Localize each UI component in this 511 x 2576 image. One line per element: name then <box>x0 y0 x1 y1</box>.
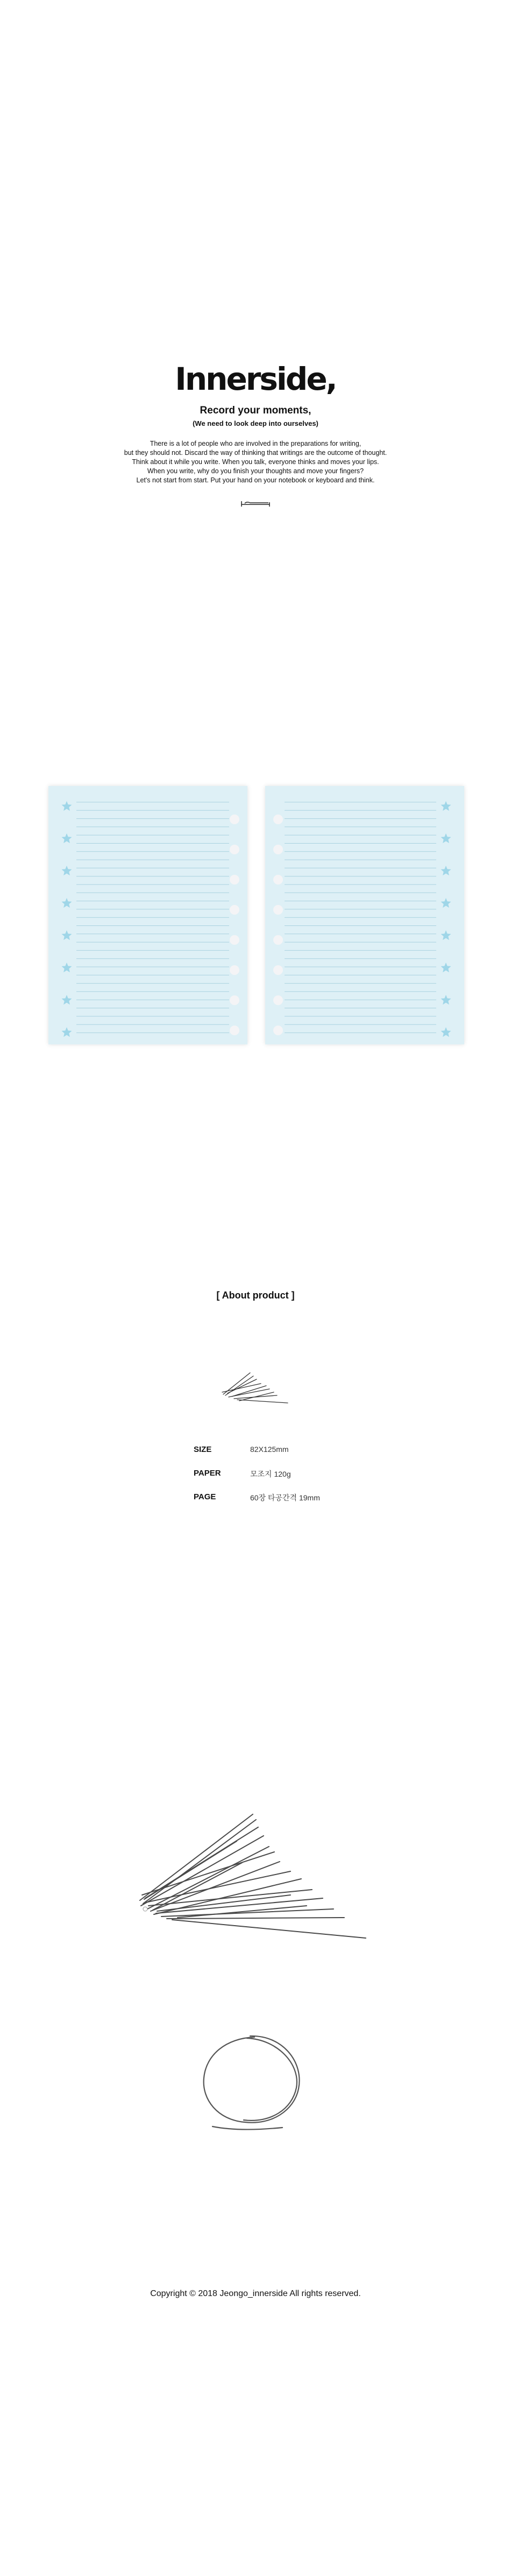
notepad-lines <box>265 786 464 1044</box>
intro-line: Think about it while you write. When you talk, everyone thinks and moves your lips. <box>132 458 379 466</box>
binder-hole-icon <box>230 935 239 945</box>
star-icon <box>441 833 451 843</box>
star-icon <box>441 930 451 940</box>
tagline: Record your moments, <box>200 405 311 416</box>
spec-value: 60장 타공간격 19mm <box>250 1493 320 1502</box>
star-icon <box>62 801 72 811</box>
star-icon <box>62 866 72 875</box>
star-icon <box>62 930 72 940</box>
binder-hole-icon <box>230 815 239 824</box>
sub-tagline: (We need to look deep into ourselves) <box>193 419 318 427</box>
intro-line: Let's not start from start. Put your hand on your notebook or keyboard and think. <box>136 476 375 484</box>
star-icon <box>441 898 451 908</box>
intro-text <box>0 439 511 485</box>
star-icon <box>62 1027 72 1037</box>
notepad-lines <box>48 786 247 1044</box>
star-icon <box>62 833 72 843</box>
spec-key: SIZE <box>194 1445 212 1454</box>
binder-hole-icon <box>273 995 283 1005</box>
binder-hole-icon <box>230 905 239 915</box>
spec-value: 82X125mm <box>250 1445 289 1454</box>
bed-sketch-icon <box>239 498 272 509</box>
intro-line: There is a lot of people who are involved in the preparations for writing, <box>150 440 361 447</box>
pencil-circle-icon <box>191 2030 315 2143</box>
about-product-title: [ About product ] <box>216 1290 295 1301</box>
binder-hole-icon <box>273 815 283 824</box>
notepad-page-right <box>265 786 464 1044</box>
star-icon <box>441 801 451 811</box>
binder-hole-icon <box>273 875 283 885</box>
pencil-scribble-icon <box>218 1367 293 1410</box>
notepad-page-left <box>48 786 247 1044</box>
star-icon <box>62 898 72 908</box>
star-icon <box>441 963 451 972</box>
binder-hole-icon <box>273 965 283 975</box>
spec-value: 모조지 120g <box>250 1470 291 1478</box>
copyright-text: Copyright © 2018 Jeongo_innerside All rights reserved. <box>150 2289 361 2298</box>
spec-key: PAPER <box>194 1469 221 1478</box>
binder-hole-icon <box>230 965 239 975</box>
intro-line: but they should not. Discard the way of thinking that writings are the outcome of thought. <box>124 449 387 457</box>
binder-hole-icon <box>230 1026 239 1035</box>
star-icon <box>441 1027 451 1037</box>
binder-hole-icon <box>230 995 239 1005</box>
star-icon <box>441 866 451 875</box>
binder-hole-icon <box>230 845 239 854</box>
binder-hole-icon <box>273 1026 283 1035</box>
spec-key: PAGE <box>194 1492 216 1501</box>
binder-hole-icon <box>273 935 283 945</box>
intro-line: When you write, why do you finish your thoughts and move your fingers? <box>147 467 364 475</box>
binder-hole-icon <box>230 875 239 885</box>
brand-logo: Innerside, <box>175 361 336 397</box>
star-icon <box>62 963 72 972</box>
binder-hole-icon <box>273 905 283 915</box>
binder-hole-icon <box>273 845 283 854</box>
large-pencil-scribble-icon <box>129 1803 377 1960</box>
star-icon <box>441 995 451 1005</box>
star-icon <box>62 995 72 1005</box>
